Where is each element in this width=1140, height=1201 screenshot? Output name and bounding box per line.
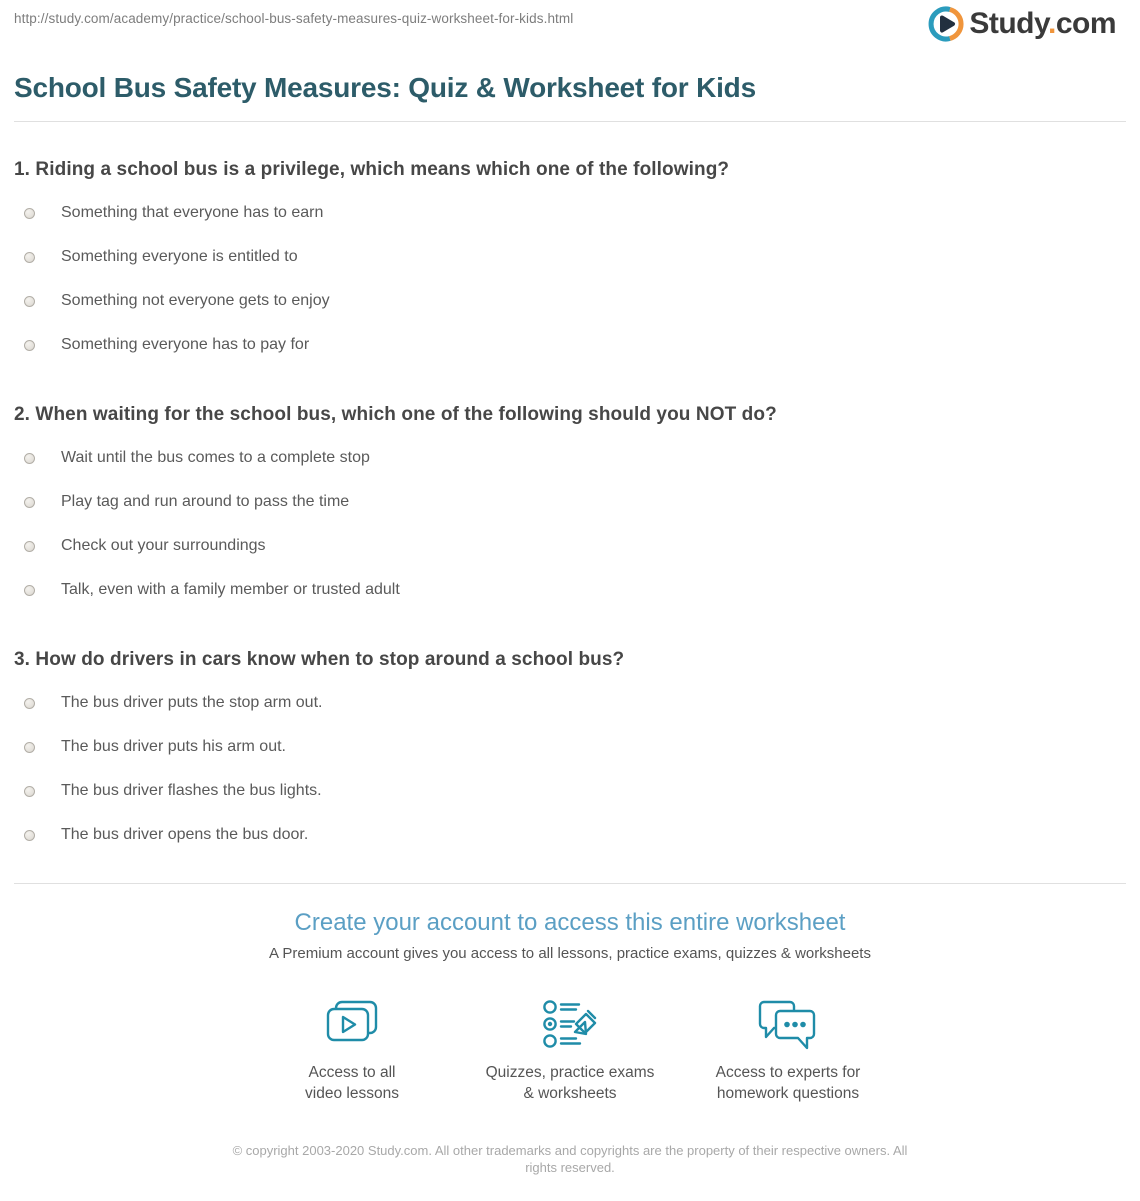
page-url: http://study.com/academy/practice/school-bus-safety-measures-quiz-worksheet-for-kids.html [14,11,574,26]
feature-label: Access to experts for homework questions [715,1064,861,1102]
copyright-text: © copyright 2003-2020 Study.com. All other trademarks and copyrights are the property of their respective owners. All rights reserved. [232,1143,908,1175]
footer [14,1142,1126,1201]
radio-button[interactable] [24,497,35,508]
radio-button[interactable] [24,541,35,552]
question-1-text: 1. Riding a school bus is a privilege, which means which one of the following? [14,159,730,180]
radio-button[interactable] [24,252,35,263]
option-label[interactable]: Something not everyone gets to enjoy [61,292,330,309]
chat-experts-icon [688,996,888,1054]
cta-divider [14,883,1126,884]
question-1 [14,159,1126,367]
quiz-worksheet-icon [470,996,670,1054]
option-label[interactable]: The bus driver flashes the bus lights. [61,782,322,799]
radio-button[interactable] [24,585,35,596]
question-1-option-4[interactable] [14,323,1126,367]
question-2-option-3[interactable] [14,524,1126,568]
feature-homework-experts [688,996,888,1104]
studycom-logo-icon [928,6,964,42]
question-3-option-3[interactable] [14,769,1126,813]
features-row [14,996,1126,1104]
question-1-options [14,191,1126,367]
question-2 [14,404,1126,612]
radio-button[interactable] [24,830,35,841]
studycom-logo-text: Study.com [969,7,1116,40]
studycom-logo[interactable] [928,6,1116,42]
question-2-option-2[interactable] [14,480,1126,524]
radio-button[interactable] [24,742,35,753]
title-divider [14,121,1126,122]
radio-button[interactable] [24,208,35,219]
question-3-options [14,681,1126,857]
question-3-option-1[interactable] [14,681,1126,725]
option-label[interactable]: Something everyone is entitled to [61,248,298,265]
question-1-option-3[interactable] [14,279,1126,323]
option-label[interactable]: Something everyone has to pay for [61,336,310,353]
option-label[interactable]: Check out your surroundings [61,537,266,554]
option-label[interactable]: The bus driver opens the bus door. [61,826,309,843]
option-label[interactable]: Something that everyone has to earn [61,204,324,221]
feature-label: Access to all video lessons [305,1064,399,1102]
option-label[interactable]: The bus driver puts the stop arm out. [61,694,323,711]
radio-button[interactable] [24,296,35,307]
question-1-option-1[interactable] [14,191,1126,235]
question-2-option-4[interactable] [14,568,1126,612]
option-label[interactable]: Play tag and run around to pass the time [61,493,350,510]
feature-video-lessons [252,996,452,1104]
question-2-text: 2. When waiting for the school bus, which one of the following should you NOT do? [14,404,777,425]
radio-button[interactable] [24,698,35,709]
question-3-text: 3. How do drivers in cars know when to stop around a school bus? [14,649,625,670]
page-title: School Bus Safety Measures: Quiz & Worksheet for Kids [14,72,756,103]
logo-dot: . [1047,7,1056,40]
question-2-options [14,436,1126,612]
radio-button[interactable] [24,340,35,351]
feature-quizzes-worksheets [470,996,670,1104]
question-2-option-1[interactable] [14,436,1126,480]
cta-subheading: A Premium account gives you access to all lessons, practice exams, quizzes & worksheets [269,945,871,962]
option-label[interactable]: Talk, even with a family member or trusted adult [61,581,400,598]
radio-button[interactable] [24,786,35,797]
question-3-option-2[interactable] [14,725,1126,769]
question-1-option-2[interactable] [14,235,1126,279]
video-lessons-icon [252,996,452,1054]
question-3-option-4[interactable] [14,813,1126,857]
cta-heading: Create your account to access this entire worksheet [294,909,846,936]
radio-button[interactable] [24,453,35,464]
option-label[interactable]: Wait until the bus comes to a complete stop [61,449,370,466]
feature-label: Quizzes, practice exams & worksheets [485,1064,655,1102]
option-label[interactable]: The bus driver puts his arm out. [61,738,286,755]
question-3 [14,649,1126,857]
